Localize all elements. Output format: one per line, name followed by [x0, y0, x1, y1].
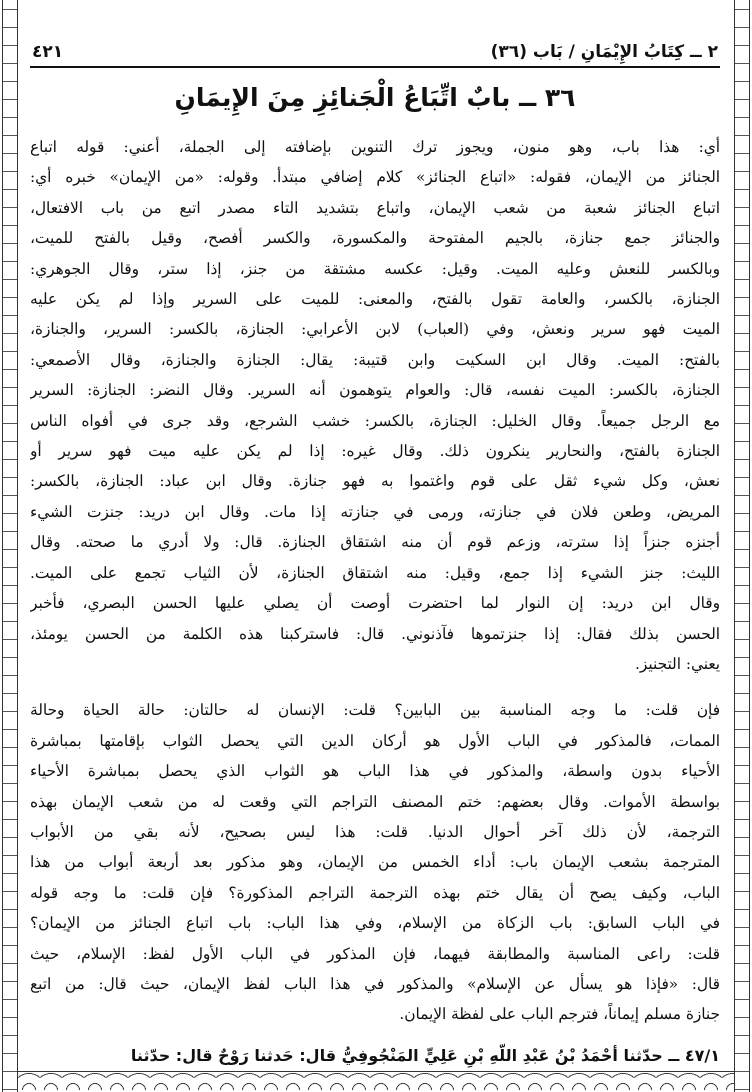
- running-title: ٢ ــ كِتَابُ الإِيْمَانِ / بَاب (٣٦): [490, 42, 718, 62]
- text-line: فإن قلت: ما وجه المناسبة بين البابين؟ قلت: الإنسان له حالتان: حالة الحياة وحالة: [30, 701, 720, 720]
- text-line: الترجمة، لأن ذلك آخر أحوال الدنيا. قلت: هذا ليس بصحيح، لأنه بقي من الأبواب: [30, 822, 720, 841]
- text-line: الحسن بذلك فقال: إذا جنزتموها فآذنوني. قال: فاستركبنا هذه الكلمة من الحسن يومئذ،: [30, 624, 720, 643]
- text-line: المترجمة بشعب الإيمان باب: أداء الخمس من الإيمان، وهو مذكور بعد أربعة أبواب من هذا: [30, 853, 720, 872]
- text-line: أجنزه جنزاً إذا سترته، وزعم قوم أن منه اشتقاق الجنازة. قال: ولا أدري ما صحته. وقال: [30, 533, 720, 552]
- running-header: [30, 36, 720, 68]
- text-line: الأحياء بدون واسطة، والمذكور في هذا الباب هو الثواب الذي يحصل بمباشرة الأحياء: [30, 762, 720, 781]
- text-line: وقال ابن دريد: إن النوار لما احتضرت أوصت أن يصلي عليها الحسن البصري، فأخبر: [30, 594, 720, 613]
- text-line: وبالكسر للنعش وعليه الميت. وقيل: عكسه مشتقة من جنز، إذا ستر، وقال الجوهري:: [30, 259, 720, 278]
- text-line: الجنازة، بالكسر: الميت نفسه، قال: والعوام يتوهمون أنه السرير. وقال النضر: الجنازة: السرير: [30, 381, 720, 400]
- page-border-left: [2, 0, 18, 1092]
- chapter-title: ٣٦ ــ بابٌ اتِّبَاعُ الْجَنائِزِ مِنَ الإِيمَانِ: [174, 83, 576, 112]
- text-line: قال: «فإذا هو يسأل عن الإسلام» والمذكور في هذا الباب لفظ الإيمان، حيث قال: من اتبع: [30, 974, 720, 993]
- text-line: المريض، وطعن فلان في جنازته، ورمى في جنازته إذا مات. وقال ابن دريد: جنزت الشيء: [30, 502, 720, 521]
- text-line: جنازة مسلم إيماناً، فترجم الباب على لفظة الإيمان.: [399, 1005, 720, 1024]
- hadith-chain-line: ٤٧/١ ــ حدّثنا أحْمَدُ بْنُ عَبْدِ اللّهِ بْنِ عَلِيٍّ المَنْجُوفِيُّ قال: حَدثنا رَوْحٌ قال: حدّثنا: [130, 1045, 720, 1065]
- text-line: الجنائز من الإيمان، فقوله: «اتباع الجنائز» كلام إضافي مبتدأ. وقوله: «من الإيمان» خبره أي:: [30, 168, 720, 187]
- text-line: مع الرجل جميعاً. وقال الخليل: الجنازة، بالكسر: خشب الشرجع، وقد جرى في أفواه الناس: [30, 411, 720, 430]
- page-border-bottom: [18, 1071, 734, 1090]
- page-border-right: [734, 0, 750, 1092]
- text-line: اتباع الجنائز شعبة من شعب الإيمان، واتباع بتشديد التاء مصدر اتبع من باب الافتعال،: [30, 198, 720, 217]
- text-line: بالفتح: الميت. وقال ابن السكيت وابن قتيبة: يقال: الجنازة والجنازة، وقال الأصمعي:: [30, 350, 720, 369]
- text-line: الليث: جنز الشيء إذا جمع، وقيل: منه اشتقاق الجنازة، لأن الثياب تجمع على الميت.: [30, 563, 720, 582]
- text-line: الجنازة، بالكسر، والعامة تقول بالفتح، والمعنى: للميت على السرير وإذا لم يكن عليه: [30, 290, 720, 309]
- commentary-paragraph-1: [30, 132, 720, 679]
- text-line: أي: هذا باب، وهو منون، ويجوز ترك التنوين بإضافته إلى الجملة، أعني: قوله اتباع: [30, 138, 720, 156]
- text-line: قلت: راعى المناسبة والمطابقة فيهما، فإن المذكور في الباب الأول لفظ: الإسلام، حيث: [30, 944, 720, 963]
- paragraph-gap: [30, 679, 720, 695]
- commentary-paragraph-2: [30, 695, 720, 1029]
- text-line: بواسطة الأموات. وقال بعضهم: ختم المصنف التراجم التي وقعت له من شعب الإيمان بهذه: [30, 792, 720, 811]
- text-line: الجنازة بالفتح، والنحارير ينكرون ذلك. وقال غيره: إذا لم يكن عليه ميت فهو سرير أو: [30, 442, 720, 461]
- text-line: في الباب السابق: باب الزكاة من الإسلام، وفي هذا الباب: باب اتباع الجنائز من الإيمان؟: [30, 914, 720, 933]
- text-line: الميت فهو سرير ونعش، وفي (العباب) لابن الأعرابي: الجنازة، بالكسر: السرير، والجنازة،: [30, 320, 720, 339]
- page-number: ٤٢١: [32, 42, 64, 62]
- book-page: [30, 36, 720, 1065]
- text-line: الباب، وكيف يصح أن يقال ختم بهذه الترجمة التراجم المذكورة؟ فإن قلت: ما وجه قوله: [30, 883, 720, 902]
- text-line: يعني: التجنيز.: [635, 654, 720, 673]
- text-line: الممات، فالمذكور في الباب الأول هو أركان الدين التي يحصل الثواب بإقامتها بمباشرة: [30, 731, 720, 750]
- text-line: والجنائز جمع جنازة، بالجيم المفتوحة والمكسورة، والكسر أفصح، وقيل بالفتح للميت،: [30, 229, 720, 248]
- text-line: نعش، وكل شيء ثقل على قوم واغتموا به فهو جنازة. وقال ابن عباد: الجنازة، بالكسر:: [30, 472, 720, 491]
